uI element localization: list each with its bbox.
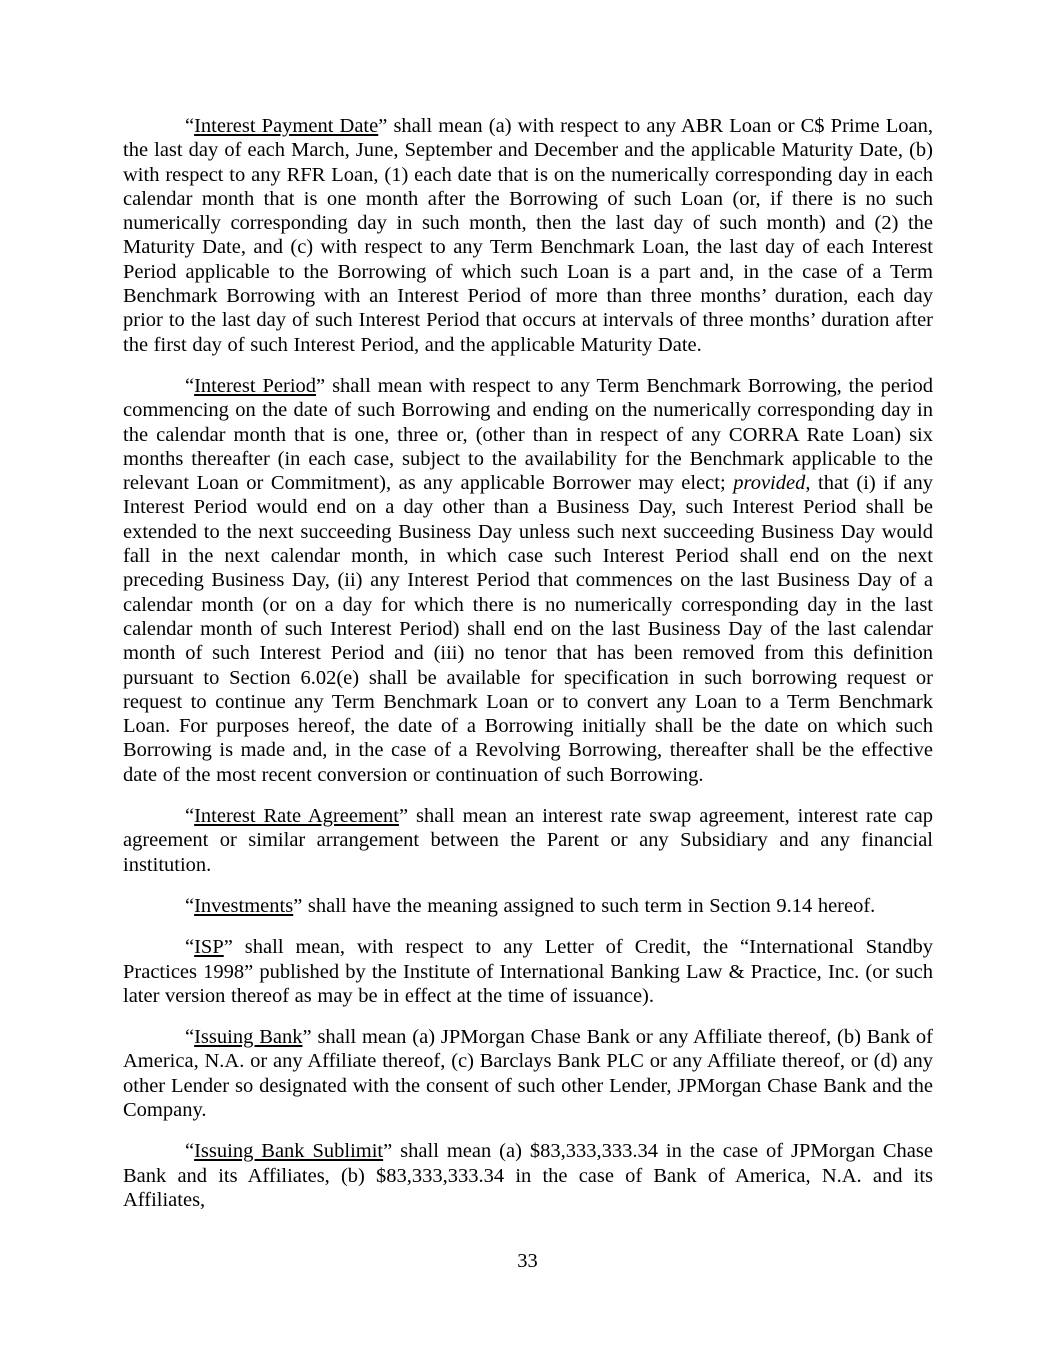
document-body [123, 114, 933, 1212]
defined-term: Interest Rate Agreement [194, 805, 399, 828]
text-run: , that (i) if any Interest Period would end on a day other than a Business Day, such Interest Period shall be extended to the next succeeding Business Day unless such next succeeding Business Day would fall in the next calendar month, in which case such Interest Period shall end on the next preceding Business Day, (ii) any Interest Period that commences on the last Business Day of a calendar month (or on a day for which there is no numerically corresponding day in the last calendar month of such Interest Period) shall end on the last Business Day of the last calendar month of such Interest Period and (iii) no tenor that has been removed from this definition pursuant to Section 6.02(e) shall be available for specification in such borrowing request or request to continue any Term Benchmark Loan or to convert any Loan to a Term Benchmark Loan. For purposes hereof, the date of a Borrowing initially shall be the date on which such Borrowing is made and, in the case of a Revolving Borrowing, thereafter shall be the effective date of the most recent conversion or continuation of such Borrowing. [123, 472, 933, 786]
text-run: “ [185, 374, 195, 397]
para-interest-rate-agreement [123, 804, 933, 877]
text-run: ” shall mean (a) with respect to any ABR Loan or C$ Prime Loan, the last day of each March, June, September and December and the applicable Maturity Date, (b) with respect to any RFR Loan, (1) each date that is on the numerically corresponding day in each calendar month that is one month after the Borrowing of such Loan (or, if there is no such numerically corresponding day in such month, then the last day of such month) and (2) the Maturity Date, and (c) with respect to any Term Benchmark Loan, the last day of each Interest Period applicable to the Borrowing of which such Loan is a part and, in the case of a Term Benchmark Borrowing with an Interest Period of more than three months’ duration, each day prior to the last day of such Interest Period that occurs at intervals of three months’ duration after the first day of such Interest Period, and the applicable Maturity Date. [123, 115, 933, 356]
para-issuing-bank-sublimit [123, 1139, 933, 1212]
text-run: ” shall mean (a) JPMorgan Chase Bank or any Affiliate thereof, (b) Bank of America, N.A. or any Affiliate thereof, (c) Barclays Bank PLC or any Affiliate thereof, or (d) any other Lender so designated with the consent of such other Lender, JPMorgan Chase Bank and the Company. [123, 1026, 934, 1121]
text-run: “ [185, 936, 195, 959]
text-run: ” shall mean, with respect to any Letter of Credit, the “International Standby Practices 1998” published by the Institute of International Banking Law & Practice, Inc. (or such later version thereof as may be in effect at the time of issuance). [123, 936, 933, 1007]
text-run: “ [185, 894, 195, 917]
italic-text: provided [733, 472, 806, 495]
text-run: ” shall mean an interest rate swap agreement, interest rate cap agreement or similar arrangement between the Parent or any Subsidiary and any financial institution. [123, 805, 933, 876]
text-run: “ [185, 115, 195, 137]
text-run: ” shall mean (a) $83,333,333.34 in the case of JPMorgan Chase Bank and its Affiliates, (b) $83,333,333.34 in the case of Bank of America, N.A. and its Affiliates, [123, 1140, 933, 1211]
page-number: 33 [517, 1250, 538, 1272]
text-run: “ [185, 805, 195, 828]
para-investments [123, 894, 933, 918]
text-run: “ [185, 1140, 195, 1163]
defined-term: Interest Period [194, 374, 317, 397]
para-isp [123, 935, 933, 1008]
para-issuing-bank [123, 1025, 933, 1122]
para-interest-payment-date [123, 114, 933, 357]
defined-term: Investments [194, 894, 294, 917]
para-interest-period [123, 374, 933, 787]
text-run: ” shall have the meaning assigned to such term in Section 9.14 hereof. [293, 894, 876, 917]
defined-term: ISP [194, 936, 224, 959]
text-run: “ [185, 1026, 195, 1049]
defined-term: Issuing Bank [194, 1026, 303, 1049]
defined-term: Interest Payment Date [194, 115, 379, 137]
text-run: ” shall mean with respect to any Term Benchmark Borrowing, the period commencing on the date of such Borrowing and ending on the numerically corresponding day in the calendar month that is one, three or, (other than in respect of any CORRA Rate Loan) six months thereafter (in each case, subject to the availability for the Benchmark applicable to the relevant Loan or Commitment), as any applicable Borrower may elect; [123, 374, 933, 495]
defined-term: Issuing Bank Sublimit [194, 1140, 384, 1163]
